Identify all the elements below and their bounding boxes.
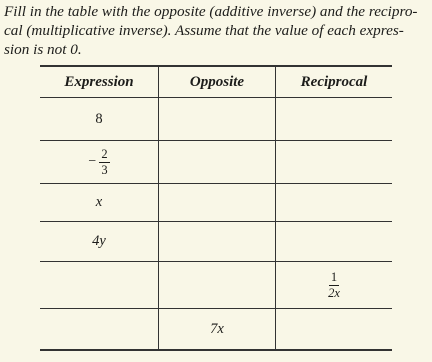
inverse-table — [40, 65, 392, 351]
instructions-line-3: sion is not 0. — [4, 41, 82, 58]
reciprocal-cell — [276, 309, 392, 349]
fraction-denominator: 3 — [101, 162, 108, 177]
expression-cell: 4y — [92, 233, 106, 249]
instructions-text — [4, 2, 428, 59]
reciprocal-cell — [276, 98, 392, 140]
opposite-cell — [159, 141, 275, 183]
opposite-cell — [159, 184, 275, 221]
opposite-cell — [159, 98, 275, 140]
instructions-line-1: Fill in the table with the opposite (additive inverse) and the recipro- — [4, 3, 418, 20]
expression-cell: x — [95, 194, 103, 210]
opposite-cell: 7x — [210, 320, 224, 337]
opposite-cell — [159, 222, 275, 261]
header-expression: Expression — [64, 73, 134, 90]
fraction — [99, 148, 109, 176]
expression-cell — [40, 309, 158, 349]
fraction-denominator: 2x — [328, 285, 340, 300]
header-reciprocal: Reciprocal — [300, 73, 368, 90]
fraction — [326, 271, 342, 299]
instructions-line-2: cal (multiplicative inverse). Assume that the value of each expres- — [4, 22, 404, 39]
reciprocal-cell — [276, 141, 392, 183]
reciprocal-cell — [276, 262, 392, 308]
fraction-numerator: 2 — [101, 147, 108, 161]
expression-cell: 8 — [95, 110, 103, 127]
minus-sign: − — [88, 154, 97, 169]
reciprocal-cell — [276, 222, 392, 261]
fraction-numerator: 1 — [330, 270, 338, 284]
expression-cell — [40, 141, 158, 183]
opposite-cell — [159, 262, 275, 308]
table-bottom-rule — [40, 349, 392, 351]
reciprocal-cell — [276, 184, 392, 221]
header-opposite: Opposite — [189, 73, 245, 90]
expression-cell — [40, 262, 158, 308]
